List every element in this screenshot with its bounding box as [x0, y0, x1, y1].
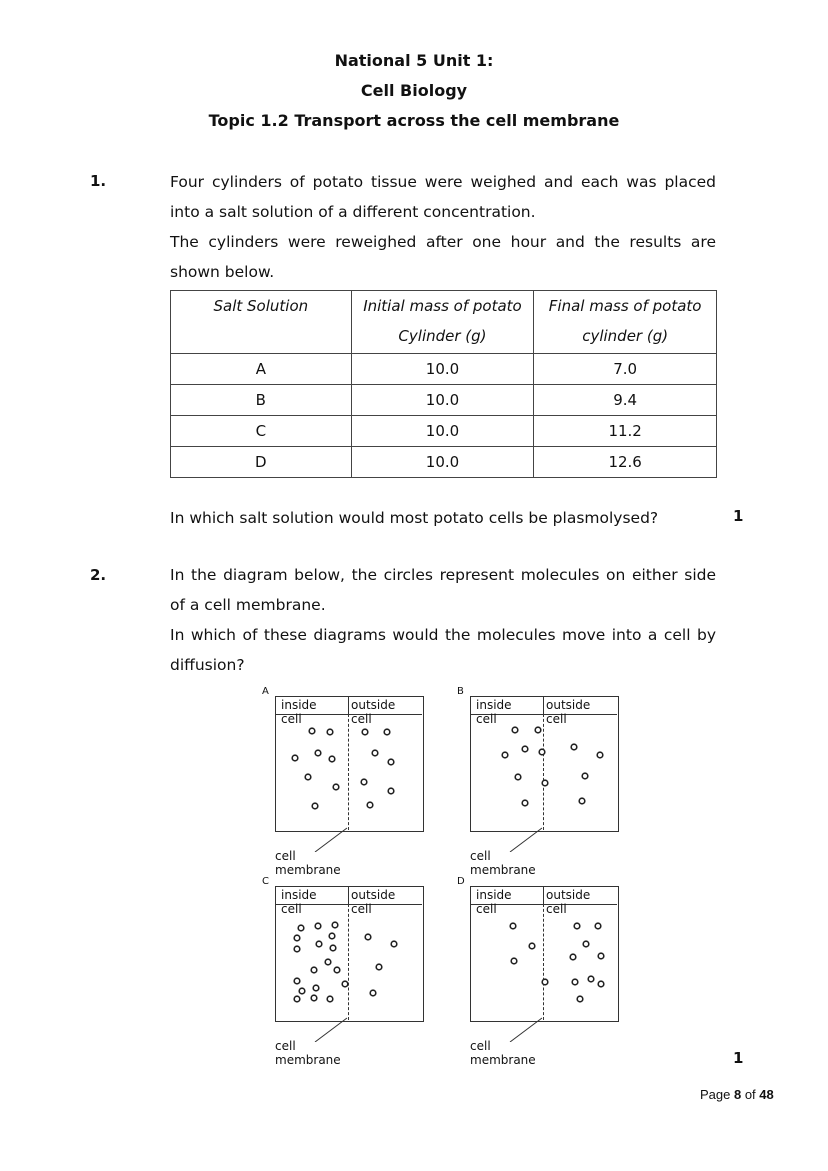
cell-membrane-label: cell membrane [275, 1039, 341, 1067]
page-separator: of [741, 1087, 760, 1102]
molecule [572, 979, 578, 985]
inside-cell-label: inside cell [476, 698, 512, 726]
question-1-text-1: Four cylinders of potato tissue were weighed and each was placed into a salt solution of a different concentration. [170, 173, 716, 221]
molecule [588, 976, 594, 982]
header-divider [543, 696, 544, 714]
molecule [325, 959, 331, 965]
table-header-final-mass: Final mass of potato cylinder (g) [534, 291, 717, 354]
molecule [330, 945, 336, 951]
header-title: National 5 Unit 1: [334, 51, 494, 70]
molecule [329, 933, 335, 939]
molecule [294, 946, 300, 952]
molecule [334, 967, 340, 973]
molecule [292, 755, 298, 761]
molecule [384, 729, 390, 735]
molecule [515, 774, 521, 780]
molecule [597, 752, 603, 758]
page-total: 48 [759, 1087, 774, 1102]
header-divider [348, 886, 349, 904]
molecule [315, 923, 321, 929]
question-1-prompt: In which salt solution would most potato cells be plasmolysed? [170, 509, 659, 527]
question-1-marks: 1 [733, 507, 744, 525]
panel-label-b: B [457, 686, 464, 697]
table-cell: D [171, 447, 352, 478]
header-divider [543, 886, 544, 904]
question-1-number: 1. [90, 172, 107, 190]
molecule [502, 752, 508, 758]
molecule [598, 953, 604, 959]
table-row [171, 354, 717, 385]
molecule [294, 935, 300, 941]
header-topic: Topic 1.2 Transport across the cell membrane [208, 111, 620, 130]
table-cell: A [171, 354, 352, 385]
table-header-initial-mass: Initial mass of potato Cylinder (g) [351, 291, 534, 354]
table-cell: C [171, 416, 352, 447]
question-2-text-1: In the diagram below, the circles represent molecules on either side of a cell membrane. [170, 566, 716, 614]
outside-cell-label: outside cell [546, 888, 591, 916]
molecule [370, 990, 376, 996]
table-cell: 10.0 [351, 354, 534, 385]
molecule [333, 784, 339, 790]
page-number [700, 1087, 774, 1102]
table-cell: 7.0 [534, 354, 717, 385]
molecule [542, 780, 548, 786]
panel-label-c: C [262, 876, 269, 887]
molecule [388, 759, 394, 765]
molecule [595, 923, 601, 929]
molecule [376, 964, 382, 970]
question-1-text-2: The cylinders were reweighed after one hour and the results are shown below. [170, 233, 716, 281]
panel-label-d: D [457, 876, 465, 887]
molecules-b [470, 714, 618, 852]
molecule [388, 788, 394, 794]
question-2-marks: 1 [733, 1049, 744, 1067]
table-row [171, 416, 717, 447]
molecule [583, 941, 589, 947]
molecule [372, 750, 378, 756]
table-cell: 11.2 [534, 416, 717, 447]
inside-cell-label: inside cell [476, 888, 512, 916]
molecule [299, 988, 305, 994]
molecule [365, 934, 371, 940]
molecule [577, 996, 583, 1002]
molecule [329, 756, 335, 762]
table-cell: B [171, 385, 352, 416]
molecule [582, 773, 588, 779]
molecule [510, 923, 516, 929]
molecule [294, 978, 300, 984]
table-cell: 12.6 [534, 447, 717, 478]
molecules-d [470, 904, 618, 1042]
molecule [361, 779, 367, 785]
molecule [535, 727, 541, 733]
molecules-c [275, 904, 423, 1042]
molecule [312, 803, 318, 809]
molecule [298, 925, 304, 931]
table-header-salt-solution: Salt Solution [171, 291, 352, 354]
header-divider [348, 696, 349, 714]
molecule [539, 749, 545, 755]
molecule [309, 728, 315, 734]
table-cell: 10.0 [351, 416, 534, 447]
molecule [342, 981, 348, 987]
cell-membrane-label: cell membrane [470, 1039, 536, 1067]
header-subtitle: Cell Biology [360, 81, 468, 100]
outside-cell-label: outside cell [351, 888, 396, 916]
table-cell: 10.0 [351, 385, 534, 416]
molecule [574, 923, 580, 929]
question-2-number: 2. [90, 566, 107, 584]
cell-membrane-label: cell membrane [470, 849, 536, 877]
results-table [170, 290, 717, 478]
inside-cell-label: inside cell [281, 888, 317, 916]
panel-label-a: A [262, 686, 269, 697]
molecule [313, 985, 319, 991]
table-header-row [171, 291, 717, 354]
molecule [332, 922, 338, 928]
molecule [367, 802, 373, 808]
question-2-text-2: In which of these diagrams would the molecules move into a cell by diffusion? [170, 626, 716, 674]
molecule [598, 981, 604, 987]
molecule [529, 943, 535, 949]
outside-cell-label: outside cell [351, 698, 396, 726]
molecule [522, 746, 528, 752]
table-row [171, 385, 717, 416]
table-row [171, 447, 717, 478]
cell-membrane-label: cell membrane [275, 849, 341, 877]
molecule [327, 729, 333, 735]
molecule [316, 941, 322, 947]
molecule [362, 729, 368, 735]
molecule [512, 727, 518, 733]
molecule [579, 798, 585, 804]
molecule [311, 995, 317, 1001]
molecule [522, 800, 528, 806]
molecules-a [275, 714, 423, 852]
molecule [305, 774, 311, 780]
molecule [391, 941, 397, 947]
inside-cell-label: inside cell [281, 698, 317, 726]
outside-cell-label: outside cell [546, 698, 591, 726]
molecule [327, 996, 333, 1002]
molecule [511, 958, 517, 964]
page-current: 8 [733, 1087, 742, 1102]
molecule [571, 744, 577, 750]
page-prefix: Page [700, 1087, 734, 1102]
molecule [315, 750, 321, 756]
table-cell: 9.4 [534, 385, 717, 416]
molecule [570, 954, 576, 960]
molecule [542, 979, 548, 985]
molecule [311, 967, 317, 973]
table-cell: 10.0 [351, 447, 534, 478]
molecule [294, 996, 300, 1002]
